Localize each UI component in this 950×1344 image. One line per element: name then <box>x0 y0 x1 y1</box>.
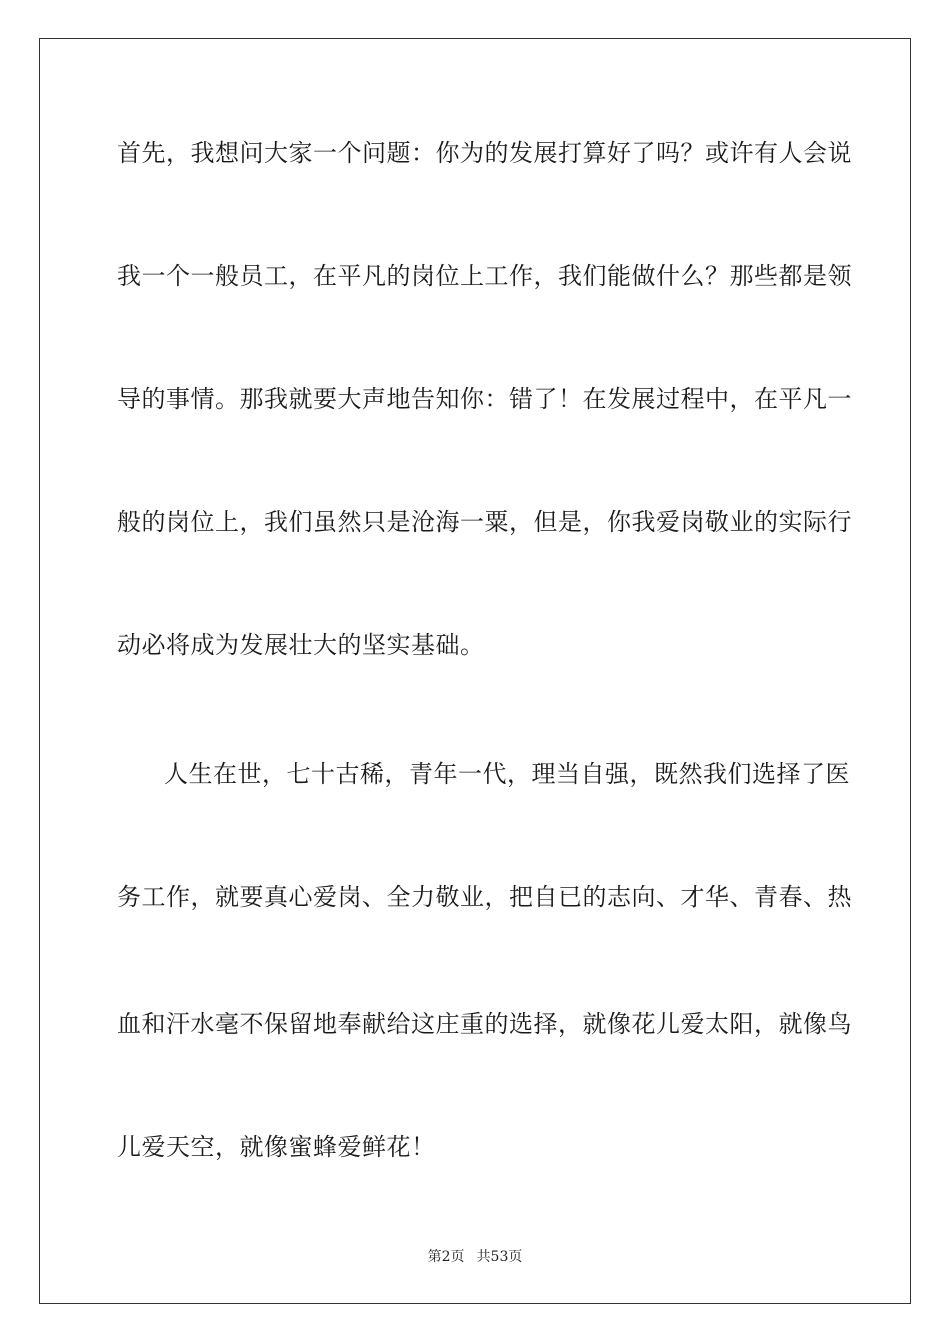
paragraph-line: 首先，我想问大家一个问题：你为的发展打算好了吗？或许有人会说 <box>117 139 852 167</box>
page-total: 共53页 <box>476 1249 523 1265</box>
page-border <box>39 38 911 1304</box>
paragraph-line: 血和汗水毫不保留地奉献给这庄重的选择，就像花儿爱太阳，就像鸟 <box>117 1010 852 1038</box>
paragraph-line: 般的岗位上，我们虽然只是沧海一粟，但是，你我爱岗敬业的实际行 <box>117 508 852 536</box>
paragraph-line: 人生在世，七十古稀，青年一代，理当自强，既然我们选择了医 <box>164 760 850 788</box>
paragraph-line: 导的事情。那我就要大声地告知你：错了！在发展过程中，在平凡一 <box>117 385 852 413</box>
page-footer <box>0 1248 950 1266</box>
paragraph-line: 动必将成为发展壮大的坚实基础。 <box>117 631 485 659</box>
paragraph-line: 我一个一般员工，在平凡的岗位上工作，我们能做什么？那些都是领 <box>117 262 852 290</box>
paragraph-line: 务工作，就要真心爱岗、全力敬业，把自已的志向、才华、青春、热 <box>117 883 852 911</box>
page-number: 第2页 <box>427 1249 465 1265</box>
paragraph-line: 儿爱天空，就像蜜蜂爱鲜花！ <box>117 1133 436 1161</box>
